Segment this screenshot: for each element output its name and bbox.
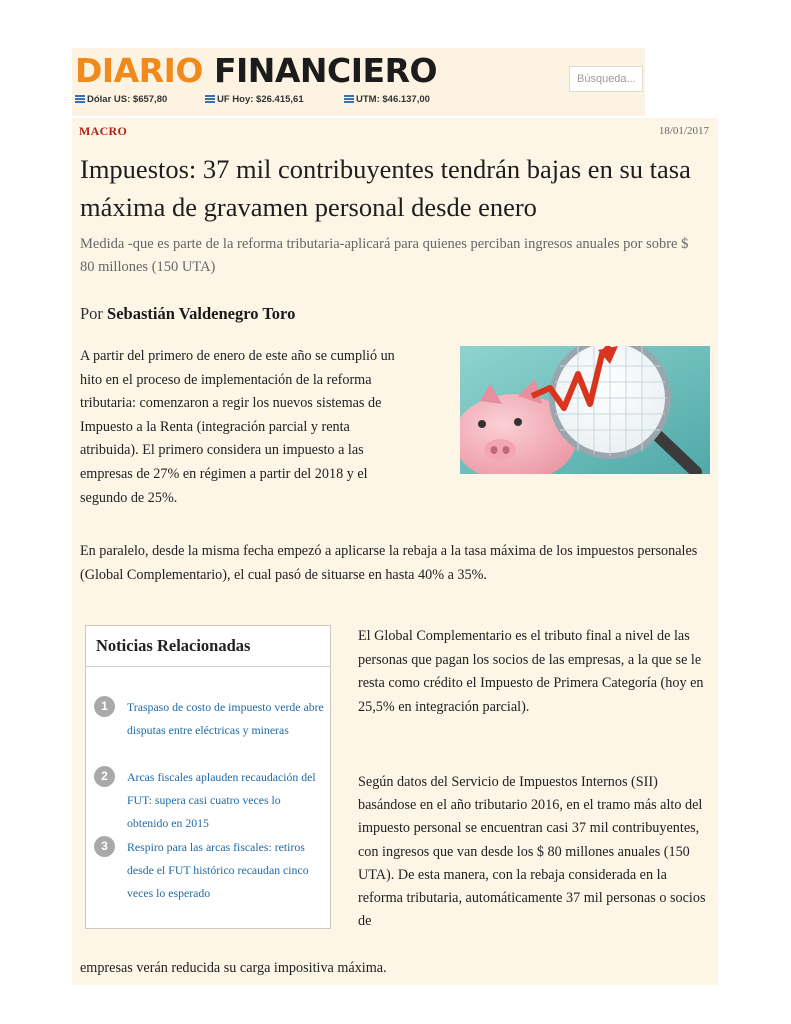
site-header [72,48,645,116]
paragraph-2: En paralelo, desde la misma fecha empezó a aplicarse la rebaja a la tasa máxima de los impuestos personales (Global Complementario), el cual pasó de situarse en hasta 40% a 35%. [80,543,698,583]
list-icon [205,95,215,103]
item-number-badge: 3 [94,836,115,857]
paragraph-5: empresas verán reducida su carga impositiva máxima. [80,960,387,976]
ticker-uf[interactable] [205,94,304,105]
paragraph-1: A partir del primero de enero de este año se cumplió un hito en el proceso de implementación de la reforma tributaria: comenzaron a regir los nuevos sistemas de Impuesto a la Renta (integración parcial y renta atribuida). El primero considera un impuesto a las empresas de 27% en régimen a partir del 2018 y el segundo de 25%. [80,348,395,506]
item-number-badge: 1 [94,696,115,717]
article-image [460,346,710,474]
related-divider [86,666,330,667]
ticker-utm[interactable] [344,94,430,105]
related-link[interactable]: Respiro para las arcas fiscales: retiros desde el FUT histórico recaudan cinco veces lo esperado [127,840,309,900]
article-title: Impuestos: 37 mil contribuyentes tendrán bajas en su tasa máxima de gravamen personal desde enero [80,154,691,222]
ticker-label: Dólar US: $657,80 [87,94,168,105]
ticker-label: UF Hoy: $26.415,61 [217,94,304,105]
ticker-dolar[interactable] [75,94,167,105]
item-number-badge: 2 [94,766,115,787]
author-name: Sebastián Valdenegro Toro [107,304,296,323]
piggy-bank-magnifier-icon [460,346,710,474]
logo-diario: DIARIO [75,51,203,90]
site-logo[interactable] [75,51,437,91]
paragraph-3: El Global Complementario es el tributo final a nivel de las personas que pagan los socios de las empresas, a la que se le resta como crédito el Impuesto de Primera Categoría (hoy en 25,5% en integración parcial). [358,628,704,715]
article-date: 18/01/2017 [658,125,709,137]
related-news-box [85,625,331,929]
list-icon [75,95,85,103]
related-link[interactable]: Traspaso de costo de impuesto verde abre disputas entre eléctricas y mineras [127,700,324,737]
byline [80,304,295,324]
list-icon [344,95,354,103]
article-panel [72,118,718,985]
byline-prefix: Por [80,304,103,323]
paragraph-4: Según datos del Servicio de Impuestos Internos (SII) basándose en el año tributario 2016, en el tramo más alto del impuesto personal se encuentran casi 37 mil contribuyentes, con ingresos que van desde los $ 80 millones anuales (150 UTA). De esta manera, con la rebaja considerada en la reforma tributaria, automáticamente 37 mil personas o socios de [358,774,706,930]
logo-financiero: FINANCIERO [213,51,438,90]
search-input[interactable]: Búsqueda... [569,66,643,92]
related-news-title: Noticias Relacionadas [96,636,251,655]
section-label[interactable]: MACRO [79,124,128,138]
related-link[interactable]: Arcas fiscales aplauden recaudación del FUT: supera casi cuatro veces lo obtenido en 2015 [127,770,316,830]
ticker-label: UTM: $46.137,00 [356,94,430,105]
article-subtitle: Medida -que es parte de la reforma tributaria-aplicará para quienes perciban ingresos anuales por sobre $ 80 millones (150 UTA) [80,236,689,275]
